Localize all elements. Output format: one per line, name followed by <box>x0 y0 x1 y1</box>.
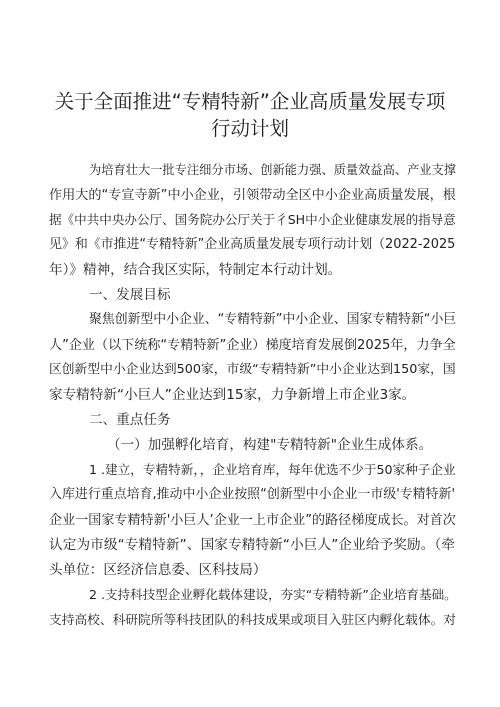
body-line: 年）》精神，结合我区实际，特制定本行动计划。 <box>49 262 342 278</box>
body-line: 聚焦创新型中小企业、“专精特新”中小企业、国家专精特新“小巨 <box>89 312 457 327</box>
body-line: 支持高校、科研院所等科技团队的科技成果或项目入驻区内孵化载体。对 <box>49 612 456 627</box>
document-title-line-2: 行动计划 <box>210 117 289 140</box>
section-heading: 一、发展目标 <box>89 287 171 303</box>
body-line: 认定为市级“专精特新”、国家专精特新“小巨人”企业给予奖励。（牵 <box>49 537 455 553</box>
body-line: 企业一国家专精特新'小巨人’企业一上市企业”的路径梯度成长。对首次 <box>49 513 456 528</box>
body-line: 见》和《市推进“专精特新”企业高质量发展专项行动计划（2022-2025 <box>49 237 456 252</box>
body-line: 为培育壮大一批专注细分市场、创新能力强、质量效益高、产业支撑 <box>89 163 457 177</box>
body-line: 入库进行重点培育,推动中小企业按照“创新型中小企业一市级'专精特新' <box>49 487 456 502</box>
body-line: 1 .建立，专精特新，，企业培育库，每年优选不少于50家种子企业 <box>89 462 456 477</box>
body-line: 据《中共中央办公厅、国务院办公厅关于彳SH中小企业健康发展的指导意 <box>49 212 456 227</box>
body-line: 人”企业（以下统称“专精特新”企业）梯度培育发展倒2025年，力争全 <box>49 338 456 353</box>
body-line: 头单位：区经济信息委、区科技局） <box>49 562 267 578</box>
body-line: 区创新型中小企业达到500家，市级“专精特新”中小企业达到150家，国 <box>49 362 456 377</box>
body-line: 作用大的“专宣寺新”中小企业，引领带动全区中小企业高质量发展，根 <box>49 188 456 203</box>
document-title-line-1: 关于全面推进“专精特新”企业高质量发展专项 <box>54 90 446 113</box>
body-line: 2 .支持科技型企业孵化载体建设，夯实“专精特新”企业培育基础。 <box>89 587 457 602</box>
body-line: 家专精特新“小巨人”企业达到15家，力争新增上市企业3家。 <box>49 387 416 403</box>
section-heading: 二、重点任务 <box>89 412 171 428</box>
subsection-heading: （一）加强孵化培育，构建"专精特新"企业生成体系。 <box>107 437 433 453</box>
